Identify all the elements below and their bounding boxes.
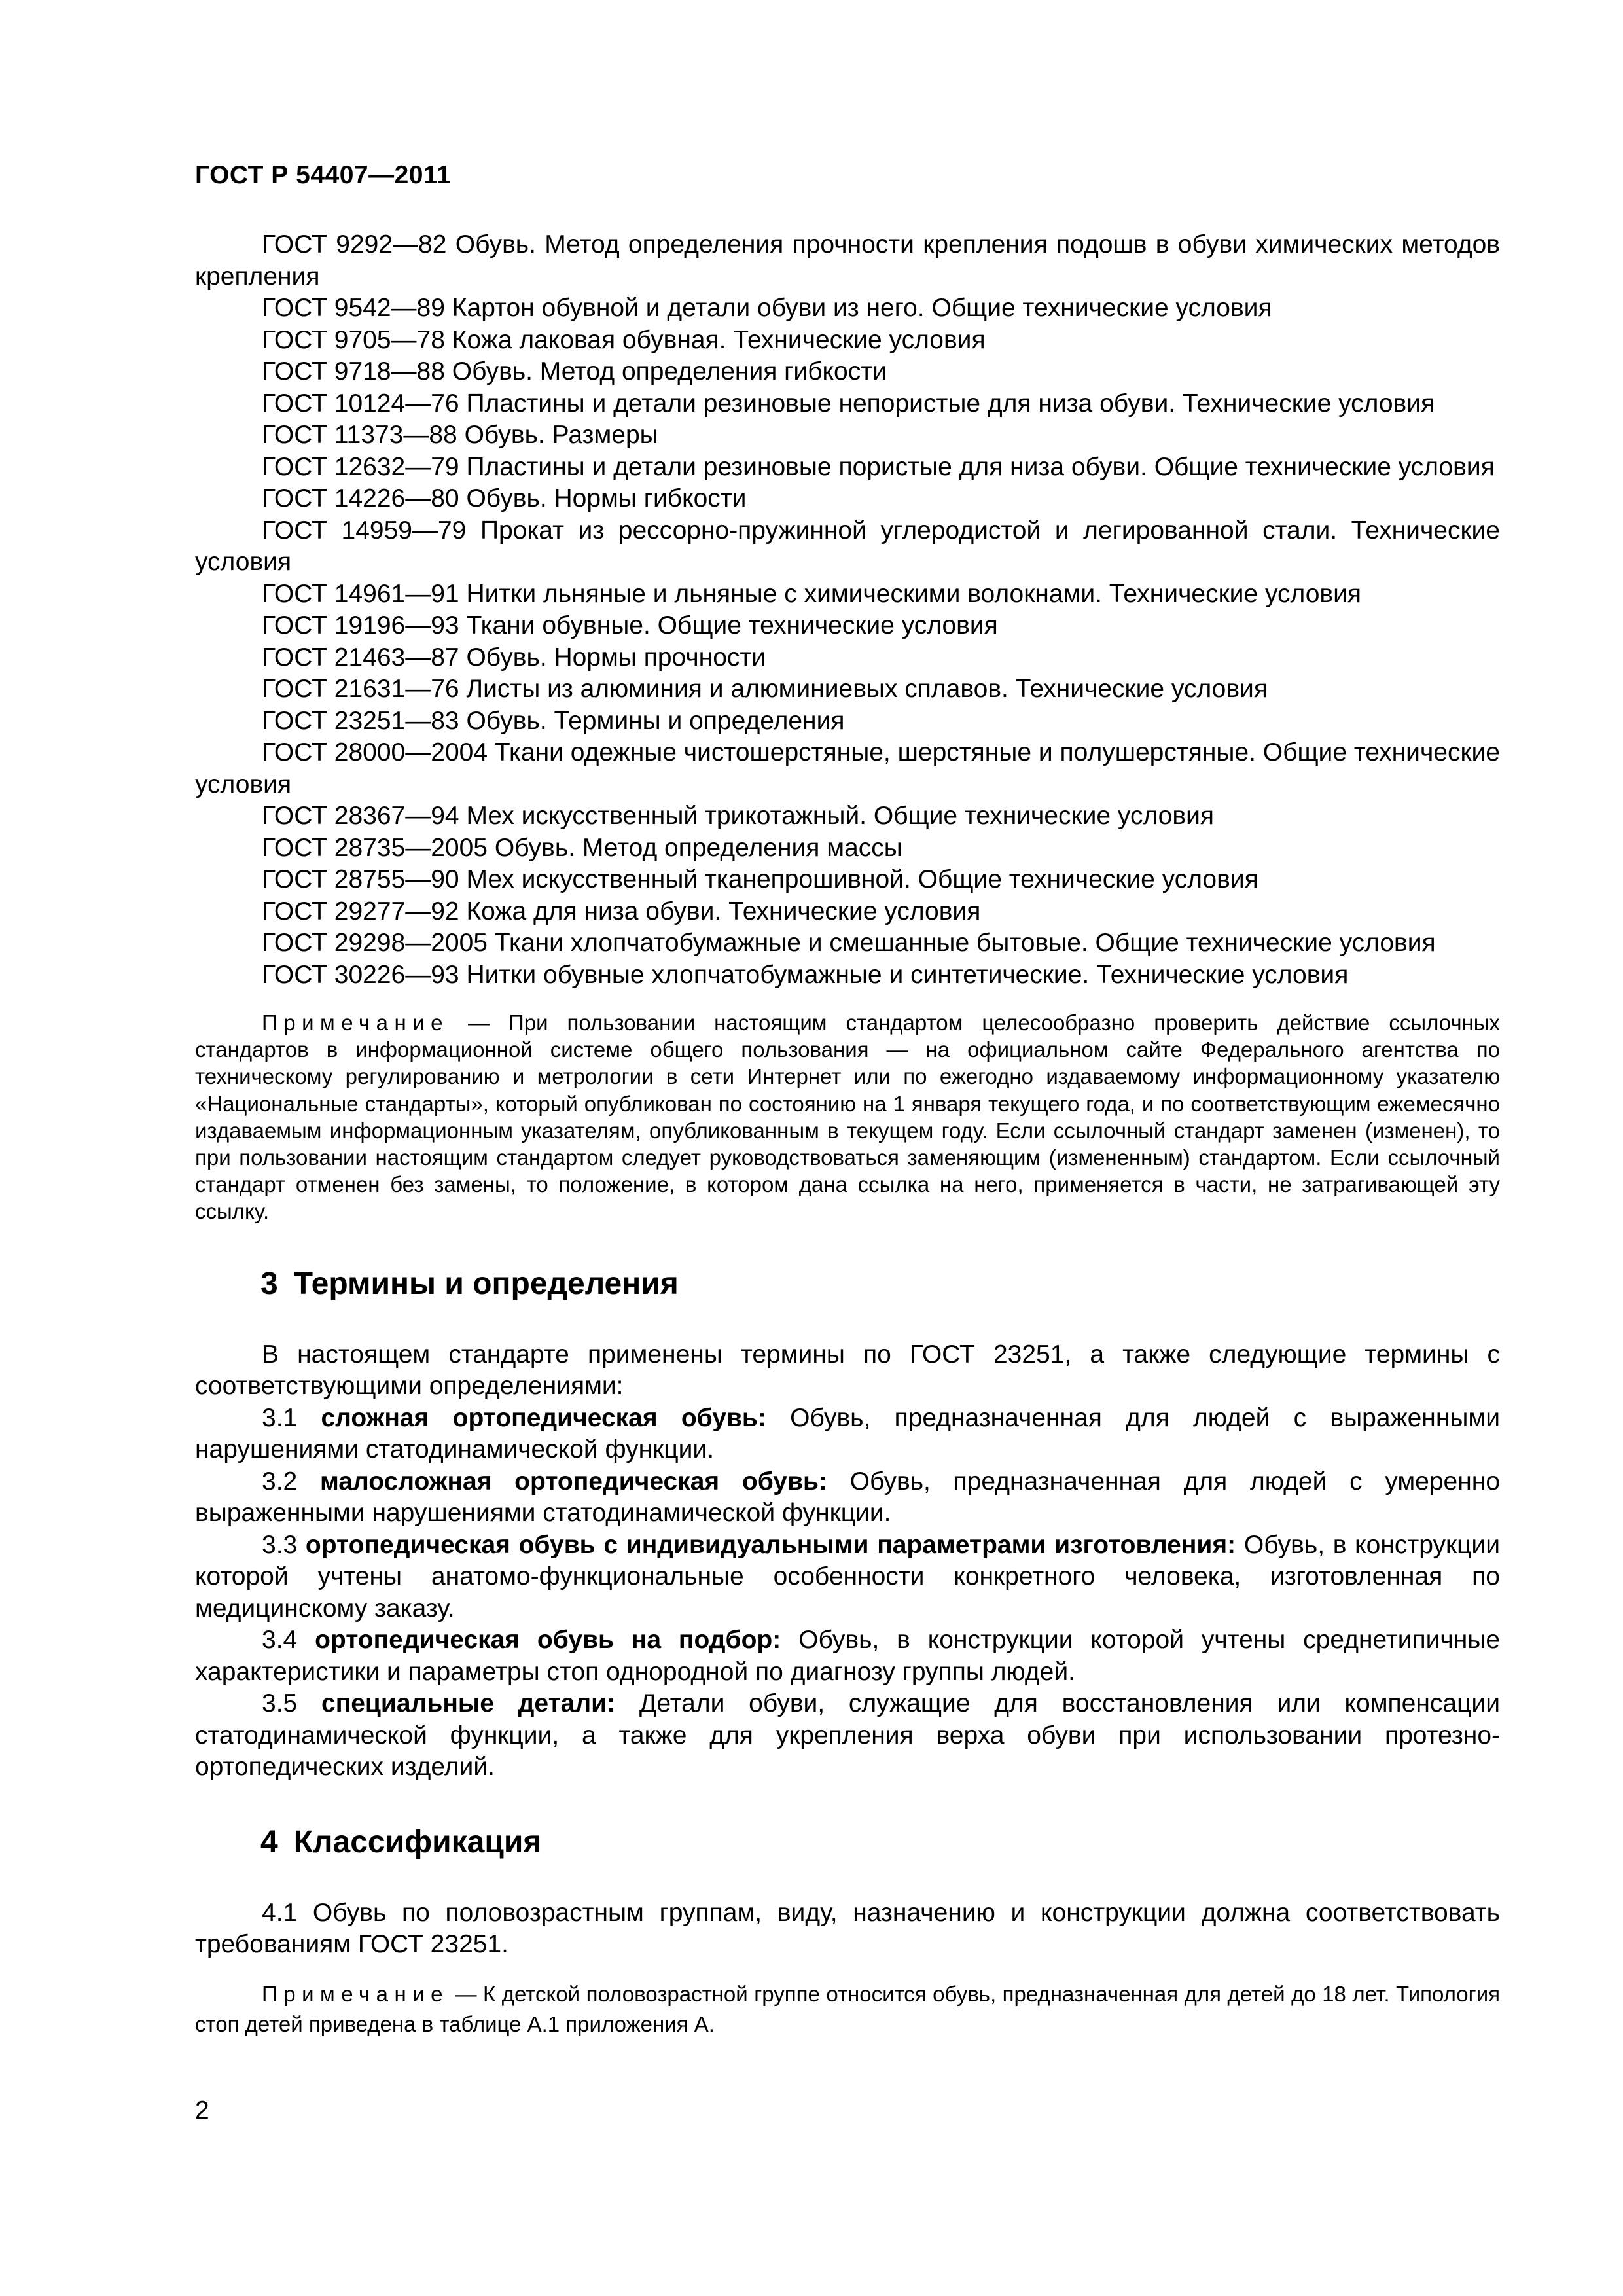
term-name: малосложная ортопедическая обувь: [319,1467,827,1496]
reference-code: ГОСТ 28000—2004 [262,738,488,766]
reference-code: ГОСТ 9292—82 [262,230,447,259]
reference-title: Мех искусственный трикотажный. Общие технические условия [466,802,1214,830]
term-text: Обувь, предназначенная для людей с умеренно выраженными нарушениями статодинамической функции. [195,1467,1501,1528]
section-3-title: Термины и определения [293,1266,679,1301]
reference-code: ГОСТ 9705—78 [262,325,445,354]
note-text: — При пользовании настоящим стандартом целесообразно проверить действие ссылочных стандартов в информационной системе общего пользования — на официальном сайте Федерального агентства по техническому регулированию и метрологии в сети Интернет или по ежегодно издаваемому информационному указателю «Национальные стандарты», который опубликован по состоянию на 1 января текущего года, и по соответствующим ежемесячно издаваемым информационным указателям, опубликованным в текущем году. Если ссылочный стандарт заменен (изменен), то при пользовании настоящим стандартом следует руководствоваться заменяющим (измененным) стандартом. Если ссылочный стандарт отменен без замены, то положение, в котором дана ссылка на него, применяется в части, не затрагивающей эту ссылку. [195,1011,1500,1224]
term-number: 3.5 [262,1689,298,1718]
term-name: сложная ортопедическая обувь: [321,1403,766,1432]
term-name: специальные детали: [321,1689,616,1718]
section-3-intro: В настоящем стандарте применены термины по ГОСТ 23251, а также следующие термины с соответствующими определениями: [195,1340,1500,1401]
page-content [195,229,1500,2039]
section-4-title: Классификация [293,1824,542,1859]
reference-code: ГОСТ 19196—93 [262,611,459,639]
reference-code: ГОСТ 14959—79 [262,516,467,545]
classification-note [195,1979,1500,2039]
term-definition [195,1688,1500,1784]
term-definition [195,1624,1500,1688]
reference-item [195,420,1500,452]
reference-item [195,642,1500,674]
reference-title: Мех искусственный тканепрошивной. Общие технические условия [466,865,1258,893]
term-definition [195,1466,1500,1530]
reference-title: Обувь. Размеры [464,421,658,449]
term-text: Обувь, предназначенная для людей с выраженными нарушениями статодинамической функции. [195,1403,1500,1464]
reference-item [195,229,1500,293]
reference-title: Нитки льняные и льняные с химическими волокнами. Технические условия [466,579,1362,608]
reference-code: ГОСТ 14961—91 [262,579,459,608]
reference-title: Пластины и детали резиновые непористые для низа обуви. Технические условия [466,389,1435,418]
page-number: 2 [195,2096,209,2125]
reference-code: ГОСТ 10124—76 [262,389,459,418]
reference-item [195,579,1500,611]
term-definition [195,1403,1500,1466]
reference-item [195,452,1500,484]
reference-title: Обувь. Метод определения прочности крепления подошв в обуви химических методов крепления [195,230,1500,291]
normative-references-list [195,229,1500,991]
reference-code: ГОСТ 28755—90 [262,865,459,893]
reference-item [195,356,1500,388]
reference-title: Кожа лаковая обувная. Технические условия [452,325,986,354]
reference-title: Нитки обувные хлопчатобумажные и синтетические. Технические условия [466,960,1349,989]
term-name: ортопедическая обувь на подбор: [315,1626,781,1655]
reference-code: ГОСТ 11373—88 [262,421,457,449]
reference-code: ГОСТ 21463—87 [262,643,459,672]
reference-item [195,388,1500,420]
reference-title: Пластины и детали резиновые пористые для низа обуви. Общие технические условия [466,452,1495,481]
reference-item [195,800,1500,833]
reference-title: Ткани обувные. Общие технические условия [466,611,998,639]
reference-code: ГОСТ 21631—76 [262,675,459,703]
reference-item [195,325,1500,357]
reference-item [195,483,1500,515]
reference-item [195,737,1500,800]
reference-code: ГОСТ 29298—2005 [262,929,488,957]
reference-item [195,896,1500,928]
term-number: 3.3 [262,1530,298,1559]
section-4-paragraph: 4.1 Обувь по половозрастным группам, виду, назначению и конструкции должна соответствовать требованиям ГОСТ 23251. [195,1898,1500,1959]
note-label: Примечание [262,1011,450,1035]
reference-title: Кожа для низа обуви. Технические условия [466,897,981,925]
reference-code: ГОСТ 23251—83 [262,706,459,735]
reference-item [195,706,1500,738]
reference-title: Ткани одежные чистошерстяные, шерстяные и полушерстяные. Общие технические условия [195,738,1500,798]
section-4-number: 4 [260,1824,278,1859]
reference-title: Картон обувной и детали обуви из него. Общие технические условия [452,294,1272,322]
term-number: 3.2 [262,1467,298,1496]
term-definition [195,1530,1500,1625]
term-number: 3.4 [262,1626,298,1655]
reference-code: ГОСТ 28367—94 [262,802,459,830]
terms-list [195,1403,1500,1784]
reference-title: Ткани хлопчатобумажные и смешанные бытовые. Общие технические условия [494,929,1436,957]
reference-item [195,960,1500,992]
references-note [195,1009,1500,1225]
reference-title: Листы из алюминия и алюминиевых сплавов. Технические условия [466,675,1268,703]
reference-item [195,673,1500,706]
document-header: ГОСТ Р 54407—2011 [195,161,452,189]
reference-code: ГОСТ 28735—2005 [262,833,488,862]
term-text: Обувь, в конструкции которой учтены среднетипичные характеристики и параметры стоп однородной по диагнозу группы людей. [195,1626,1501,1686]
term-text: Обувь, в конструкции которой учтены анатомо-функциональные особенности конкретного человека, изготовленная по медицинскому заказу. [195,1530,1500,1623]
reference-code: ГОСТ 9718—88 [262,357,445,386]
reference-title: Обувь. Нормы прочности [466,643,766,672]
reference-item [195,833,1500,865]
reference-item [195,864,1500,896]
reference-item [195,515,1500,579]
reference-code: ГОСТ 30226—93 [262,960,459,989]
term-number: 3.1 [262,1403,298,1432]
reference-title: Прокат из рессорно-пружинной углеродистой и легированной стали. Технические условия [195,516,1500,576]
reference-code: ГОСТ 12632—79 [262,452,459,481]
reference-title: Обувь. Термины и определения [466,706,845,735]
reference-code: ГОСТ 29277—92 [262,897,459,925]
term-name: ортопедическая обувь с индивидуальными параметрами изготовления: [305,1530,1236,1559]
reference-item [195,610,1500,642]
term-text: Детали обуви, служащие для восстановления или компенсации статодинамической функции, а также для укрепления верха обуви при использовании протезно-ортопедических изделий. [195,1689,1500,1782]
section-4-heading [260,1824,1500,1861]
reference-code: ГОСТ 9542—89 [262,294,445,322]
section-3-number: 3 [260,1266,278,1301]
reference-item [195,927,1500,960]
reference-code: ГОСТ 14226—80 [262,484,459,512]
note-label: Примечание [262,1981,450,2006]
section-3-heading [260,1266,1500,1302]
reference-title: Обувь. Метод определения гибкости [452,357,887,386]
reference-title: Обувь. Метод определения массы [494,833,902,862]
reference-item [195,293,1500,325]
note-text: — К детской половозрастной группе относится обувь, предназначенная для детей до 18 лет. Типология стоп детей приведена в таблице А.1 приложения А. [195,1981,1500,2036]
reference-title: Обувь. Нормы гибкости [466,484,747,512]
